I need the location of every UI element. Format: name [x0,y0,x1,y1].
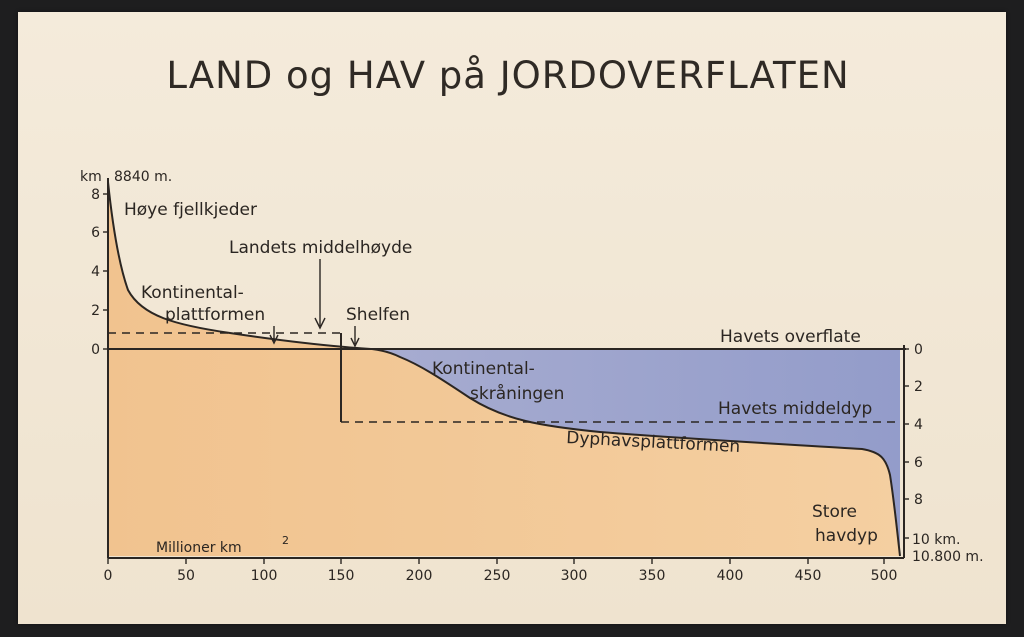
x-tick-450: 450 [794,568,822,584]
right-bottom-km-label: 10 km. [912,532,961,548]
x-tick-300: 300 [560,568,588,584]
sea-surface-label: Havets overflate [720,327,861,347]
x-tick-200: 200 [405,568,433,584]
left-tick-6: 6 [91,225,100,241]
right-tick-6: 6 [914,455,923,471]
deep-platform-label: Dyphavsplattformen [565,428,741,458]
left-tick-8: 8 [91,187,100,203]
x-tick-350: 350 [638,568,666,584]
left-tick-0: 0 [91,342,100,358]
x-axis-unit-superscript: 2 [282,534,289,547]
right-tick-2: 2 [914,379,923,395]
mean-depth-label: Havets middeldyp [718,399,873,419]
shelf-label: Shelfen [346,305,410,325]
peak-height-label: 8840 m. [114,169,173,185]
mean-height-label: Landets middelhøyde [229,238,413,258]
deeps-label-line1: Store [812,502,857,522]
x-tick-500: 500 [870,568,898,584]
left-tick-2: 2 [91,303,100,319]
platform-label-line2: plattformen [165,305,266,325]
x-tick-400: 400 [716,568,744,584]
left-axis-unit: km [80,169,102,185]
x-axis-unit-label: Millioner km [156,540,242,556]
mountains-label: Høye fjellkjeder [124,200,257,220]
left-tick-4: 4 [91,264,100,280]
x-tick-0: 0 [103,568,113,584]
x-tick-50: 50 [177,568,195,584]
x-tick-150: 150 [327,568,355,584]
right-bottom-m-label: 10.800 m. [912,549,984,565]
x-tick-100: 100 [250,568,278,584]
slope-label-line1: Kontinental- [432,359,535,379]
poster-title: LAND og HAV på JORDOVERFLATEN [166,54,850,97]
right-tick-0: 0 [914,342,923,358]
deeps-label-line2: havdyp [815,526,878,546]
right-tick-8: 8 [914,492,923,508]
slope-label-line2: skråningen [470,384,565,404]
x-tick-250: 250 [483,568,511,584]
platform-label-line1: Kontinental- [141,283,244,303]
right-tick-4: 4 [914,417,923,433]
